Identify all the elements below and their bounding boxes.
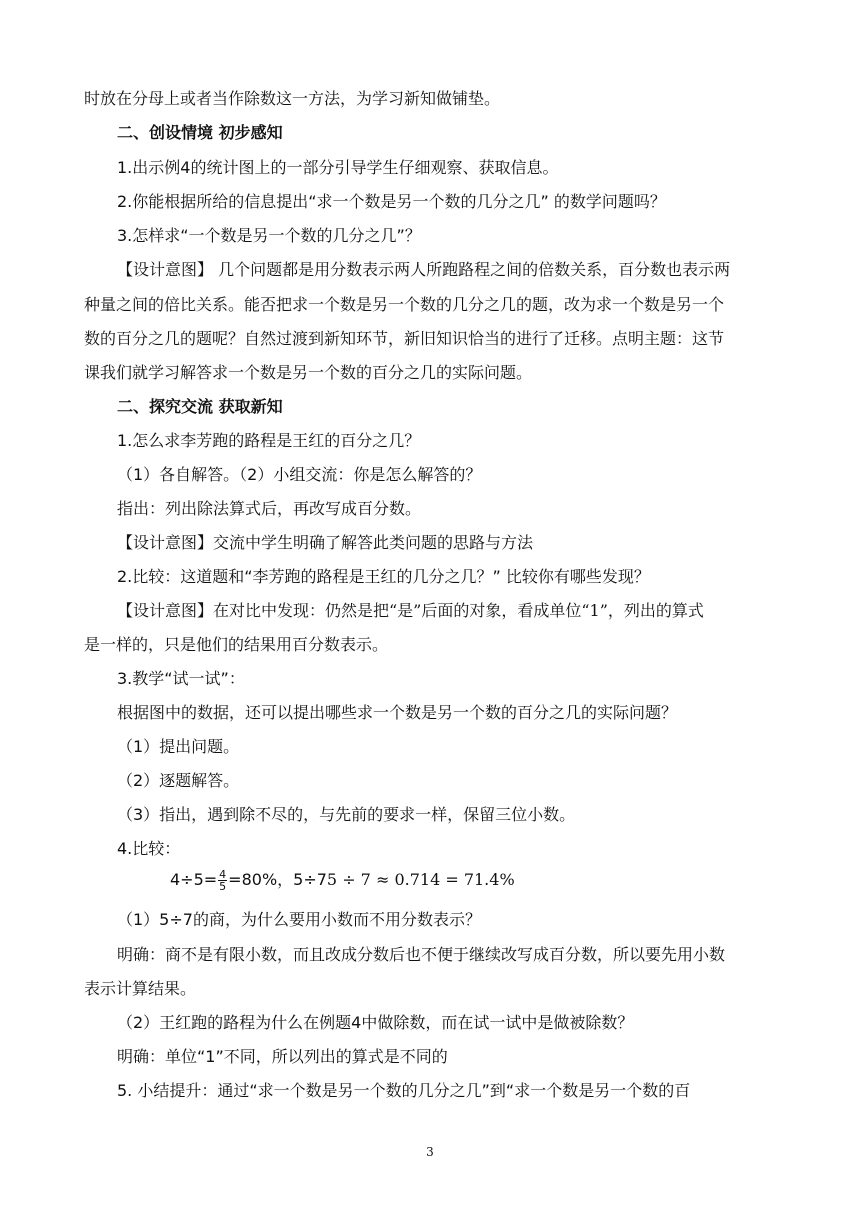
design-intent-paragraph: 【设计意图】交流中学生明确了解答此类问题的思路与方法 <box>117 533 534 552</box>
formula-part-1: 4÷5= <box>170 870 218 889</box>
fraction-denominator: 5 <box>219 880 227 893</box>
fraction-numerator: 4 <box>219 868 227 881</box>
text-line: 4.比较： <box>117 839 181 858</box>
page-number: 3 <box>426 1145 434 1159</box>
text-line: 3.怎样求“一个数是另一个数的几分之几”？ <box>117 226 421 245</box>
text-line: （1）各自解答。（2）小组交流：你是怎么解答的？ <box>117 465 482 484</box>
text-line: 表示计算结果。 <box>84 979 197 998</box>
text-line: （1）提出问题。 <box>117 737 240 756</box>
text-line: 1.怎么求李芳跑的路程是王红的百分之几？ <box>117 431 421 450</box>
text-line: 指出：列出除法算式后，再改写成百分数。 <box>117 499 422 518</box>
comparison-formula <box>170 869 515 892</box>
fraction <box>218 869 227 892</box>
text-line: 5. 小结提升：通过“求一个数是另一个数的几分之几”到“求一个数是另一个数的百 <box>117 1081 691 1100</box>
text-line: 根据图中的数据，还可以提出哪些求一个数是另一个数的百分之几的实际问题？ <box>117 703 678 722</box>
text-line: 课我们就学习解答求一个数是另一个数的百分之几的实际问题。 <box>84 363 533 382</box>
section-heading: 二、探究交流 获取新知 <box>117 397 283 416</box>
formula-part-2: =80%，5÷7 <box>228 870 327 889</box>
text-line: （3）指出，遇到除不尽的，与先前的要求一样，保留三位小数。 <box>117 805 576 824</box>
formula-part-3: 5 ÷ 7 ≈ 0.714 = 71.4% <box>326 870 515 889</box>
text-line: 时放在分母上或者当作除数这一方法，为学习新知做铺垫。 <box>84 89 501 108</box>
text-line: 明确：单位“1”不同，所以列出的算式是不同的 <box>117 1047 448 1066</box>
design-intent-paragraph: 【设计意图】在对比中发现：仍然是把“是”后面的对象，看成单位“1”，列出的算式 <box>117 601 704 620</box>
section-heading: 二、创设情境 初步感知 <box>117 123 283 142</box>
design-intent-paragraph: 【设计意图】 几个问题都是用分数表示两人所跑路程之间的倍数关系，百分数也表示两 <box>117 260 731 279</box>
text-line: （1）5÷7的商，为什么要用小数而不用分数表示？ <box>117 910 481 929</box>
text-line: 明确：商不是有限小数，而且改成分数后也不便于继续改写成百分数，所以要先用小数 <box>117 945 726 964</box>
text-line: 1.出示例4的统计图上的一部分引导学生仔细观察、获取信息。 <box>117 158 559 177</box>
text-line: 数的百分之几的题呢？自然过渡到新知环节，新旧知识恰当的进行了迁移。点明主题：这节 <box>84 329 725 348</box>
text-line: 3.教学“试一试”： <box>117 669 245 688</box>
text-line: 是一样的，只是他们的结果用百分数表示。 <box>84 635 389 654</box>
text-line: （2）王红跑的路程为什么在例题4中做除数，而在试一试中是做被除数？ <box>117 1013 634 1032</box>
text-line: 种量之间的倍比关系。能否把求一个数是另一个数的几分之几的题，改为求一个数是另一个 <box>84 295 725 314</box>
text-line: 2.你能根据所给的信息提出“求一个数是另一个数的几分之几” 的数学问题吗？ <box>117 192 666 211</box>
text-line: 2.比较：这道题和“李芳跑的路程是王红的几分之几？” 比较你有哪些发现？ <box>117 567 650 586</box>
text-line: （2）逐题解答。 <box>117 771 240 790</box>
